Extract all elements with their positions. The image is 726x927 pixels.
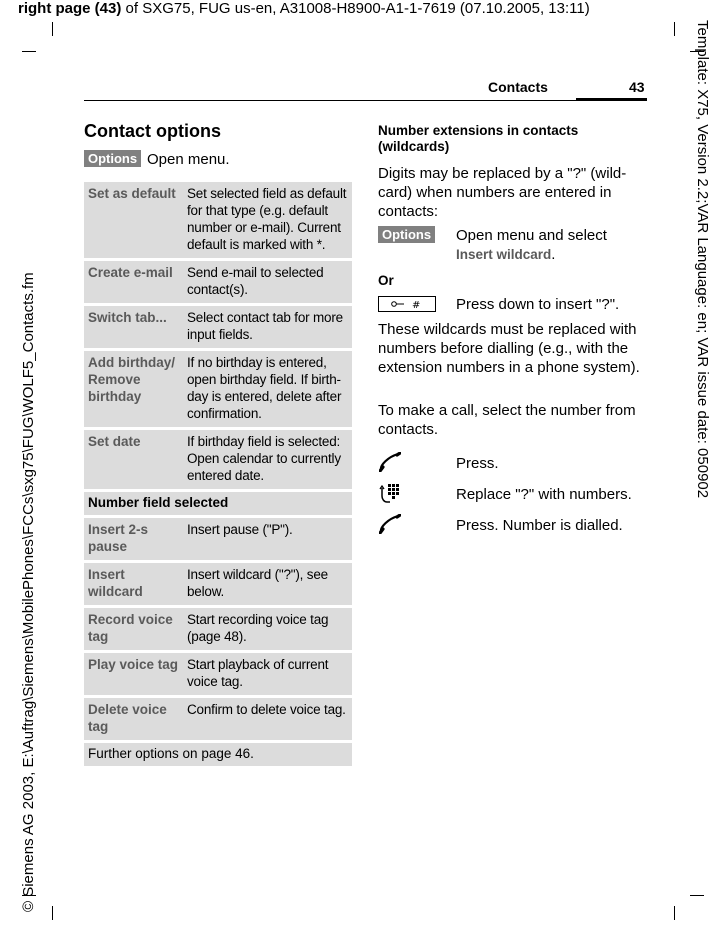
table-section-heading: Number field selected [84, 492, 352, 515]
options-description: Open menu. [147, 151, 230, 168]
option-value: Insert pause ("P"). [183, 518, 352, 560]
option-value: If no birthday is entered, open birthday field. If birth-day is entered, delete after confirmation. [183, 351, 352, 427]
hash-instruction: Press down to insert "?". [456, 296, 620, 313]
options-instruction: Open menu and select Insert wildcard. [456, 227, 607, 263]
paragraph: To make a call, select the number from contacts. [378, 402, 636, 438]
subsection-title: Number extensions in contacts (wildcards) [378, 123, 579, 154]
option-key: Play voice tag [84, 653, 183, 695]
step-text: Press. Number is dialled. [456, 517, 623, 534]
header-rule-thick [576, 98, 647, 101]
table-row [84, 261, 352, 303]
option-value: Start recording voice tag (page 48). [183, 608, 352, 650]
step-text: Replace "?" with numbers. [456, 486, 632, 503]
option-key: Delete voice tag [84, 698, 183, 740]
svg-text:#: # [412, 300, 421, 311]
options-line [84, 150, 141, 168]
options-softkey: Options [84, 150, 141, 167]
crop-mark [690, 895, 704, 896]
menu-item-insert-wildcard: Insert wildcard [456, 247, 552, 262]
page-number: 43 [629, 79, 645, 95]
table-row [84, 182, 352, 258]
step-text: Press. [456, 455, 499, 472]
table-row [84, 518, 352, 560]
option-key: Set as default [84, 182, 183, 258]
table-footer-row [84, 743, 352, 766]
header-rule [84, 100, 576, 101]
print-header: right page (43) of SXG75, FUG us-en, A31008-H8900-A1-1-7619 (07.10.2005, 13:11) [18, 0, 590, 17]
option-key: Set date [84, 430, 183, 489]
table-section-row [84, 492, 352, 515]
table-row [84, 698, 352, 740]
keypad-icon [379, 482, 401, 509]
crop-mark [674, 22, 675, 36]
option-key: Record voice tag [84, 608, 183, 650]
option-key: Add birthday/ Remove birthday [84, 351, 183, 427]
options-line [378, 226, 435, 244]
template-info: Template: X75, Version 2.2;VAR Language: en; VAR issue date: 050902 [694, 20, 711, 499]
section-title: Contact options [84, 121, 221, 141]
table-row [84, 563, 352, 605]
running-title: Contacts [488, 79, 548, 95]
paragraph: These wildcards must be replaced with numbers before dialling (e.g., with the extension numbers in a phone system). [378, 321, 640, 376]
crop-mark [674, 906, 675, 920]
option-key: Create e-mail [84, 261, 183, 303]
copyright-path: © Siemens AG 2003, E:\Auftrag\Siemens\MobilePhones\FCCs\sxg75\FUG\WOLF5_Contacts.fm [20, 272, 37, 912]
call-key-icon [379, 514, 401, 539]
or-label: Or [378, 273, 394, 288]
option-value: Confirm to delete voice tag. [183, 698, 352, 740]
option-value: Send e-mail to selected contact(s). [183, 261, 352, 303]
option-value: Select contact tab for more input fields. [183, 306, 352, 348]
crop-mark [22, 51, 36, 52]
option-value: Set selected field as default for that type (e.g. default number or e-mail). Current default is marked with *. [183, 182, 352, 258]
options-softkey: Options [378, 226, 435, 243]
table-row [84, 306, 352, 348]
table-row [84, 608, 352, 650]
table-row [84, 653, 352, 695]
table-row [84, 351, 352, 427]
crop-mark [52, 22, 53, 36]
option-key: Switch tab... [84, 306, 183, 348]
crop-mark [52, 906, 53, 920]
option-key: Insert 2-s pause [84, 518, 183, 560]
option-value: Insert wildcard ("?"), see below. [183, 563, 352, 605]
further-options: Further options on page 46. [84, 743, 352, 766]
table-row [84, 430, 352, 489]
hash-key-icon [378, 296, 436, 317]
call-key-icon [379, 452, 401, 477]
option-key: Insert wildcard [84, 563, 183, 605]
paragraph: Digits may be replaced by a "?" (wild-card) when numbers are entered in contacts: [378, 165, 627, 220]
options-table [84, 179, 352, 769]
option-value: If birthday field is selected: Open calendar to currently entered date. [183, 430, 352, 489]
option-value: Start playback of current voice tag. [183, 653, 352, 695]
